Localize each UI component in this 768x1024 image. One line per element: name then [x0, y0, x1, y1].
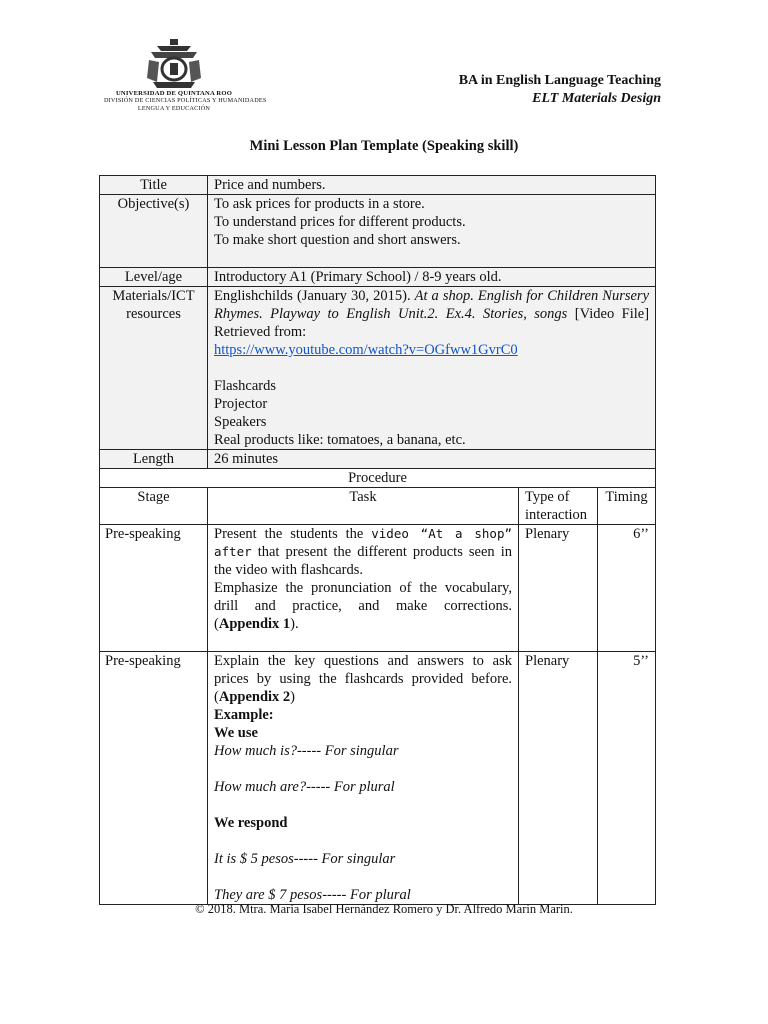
document-title: Mini Lesson Plan Template (Speaking skill): [249, 138, 519, 154]
task-video-title: video “At a shop” after: [214, 526, 513, 559]
procedure-row: [100, 652, 656, 905]
we-use-label: We use: [214, 725, 258, 741]
university-division: DIVISIÓN DE CIENCIAS POLÍTICAS Y HUMANIDADES: [104, 97, 267, 105]
example-label: Example:: [214, 707, 274, 723]
stage-cell: Pre-speaking: [100, 652, 208, 905]
video-link[interactable]: https://www.youtube.com/watch?v=OGfww1GvrC0: [214, 342, 518, 358]
appendix-reference: Appendix 1: [218, 616, 291, 632]
task-text: [214, 525, 512, 579]
course-name: ELT Materials Design: [532, 91, 661, 106]
task-text: [214, 652, 512, 706]
objectives-value: [208, 195, 656, 268]
university-department: LENGUA Y EDUCACIÓN: [137, 104, 211, 112]
interaction-cell: Plenary: [519, 652, 598, 905]
lesson-plan-table: [99, 175, 656, 905]
row-title: [100, 176, 656, 195]
task-cell: [208, 525, 519, 652]
program-name: BA in English Language Teaching: [458, 73, 661, 88]
task-instructions: Explain the key questions and answers to ask prices by using the flashcards provided before. (: [214, 653, 512, 705]
level-label: Level/age: [100, 268, 208, 287]
task-close: ).: [290, 616, 299, 632]
citation-format: [Video File] Retrieved from:: [214, 306, 650, 340]
length-label: Length: [100, 450, 208, 469]
stage-cell: Pre-speaking: [100, 525, 208, 652]
task-text: [214, 579, 512, 633]
example-answer-singular: It is $ 5 pesos----- For singular: [214, 851, 396, 867]
citation-title: At a shop. English for Children Nursery Rhymes. Playway to English Unit.2. Ex.4. Stories, songs: [214, 288, 650, 322]
we-respond-label: We respond: [214, 815, 288, 831]
material-item: Speakers: [214, 414, 267, 430]
header-program-info: [459, 72, 661, 108]
title-label: Title: [100, 176, 208, 195]
materials-label: [100, 287, 208, 450]
column-header-stage: Stage: [100, 488, 208, 525]
row-objectives: [100, 195, 656, 268]
objective-item: To make short question and short answers.: [214, 232, 461, 248]
column-header-interaction-line: Type of: [525, 489, 570, 505]
materials-label-line: Materials/ICT: [112, 288, 195, 304]
objective-item: To ask prices for products in a store.: [214, 196, 425, 212]
column-header-interaction: [519, 488, 598, 525]
column-header-task: Task: [208, 488, 519, 525]
row-length: [100, 450, 656, 469]
task-intro: Present the students the: [214, 526, 364, 542]
procedure-row: [100, 525, 656, 652]
row-level: [100, 268, 656, 287]
university-crest-icon: [143, 38, 205, 90]
material-item: Real products like: tomatoes, a banana, etc.: [214, 432, 466, 448]
example-question-plural: How much are?----- For plural: [214, 779, 395, 795]
citation-author: Englishchilds (January 30, 2015).: [214, 288, 411, 304]
row-materials: [100, 287, 656, 450]
material-item: Projector: [214, 396, 268, 412]
level-value: Introductory A1 (Primary School) / 8-9 years old.: [208, 268, 656, 287]
task-cell: [208, 652, 519, 905]
timing-cell: 5’’: [598, 652, 656, 905]
appendix-reference: Appendix 2: [218, 689, 291, 705]
university-logo: [104, 38, 267, 124]
university-name: UNIVERSIDAD DE QUINTANA ROO: [115, 90, 233, 97]
length-value: 26 minutes: [208, 450, 656, 469]
task-description: that present the different products seen in the video with flashcards.: [214, 544, 512, 578]
procedure-header-row: [100, 488, 656, 525]
procedure-heading: Procedure: [100, 469, 656, 488]
objectives-label: Objective(s): [100, 195, 208, 268]
column-header-interaction-line: interaction: [525, 507, 588, 523]
task-instructions: Emphasize the pronunciation of the vocabulary, drill and practice, and make corrections. (: [214, 580, 512, 632]
column-header-timing: Timing: [598, 488, 656, 525]
copyright-footer: © 2018. Mtra. María Isabel Hernández Romero y Dr. Alfredo Marin Marin.: [195, 902, 573, 916]
title-value: Price and numbers.: [208, 176, 656, 195]
row-procedure-heading: [100, 469, 656, 488]
interaction-cell: Plenary: [519, 525, 598, 652]
example-answer-plural: They are $ 7 pesos----- For plural: [214, 887, 411, 903]
timing-cell: 6’’: [598, 525, 656, 652]
objective-item: To understand prices for different products.: [214, 214, 466, 230]
materials-label-line: resources: [126, 306, 181, 322]
material-item: Flashcards: [214, 378, 277, 394]
materials-citation: [214, 287, 649, 341]
example-question-singular: How much is?----- For singular: [214, 743, 399, 759]
materials-value: [208, 287, 656, 450]
task-close: ): [290, 689, 296, 705]
